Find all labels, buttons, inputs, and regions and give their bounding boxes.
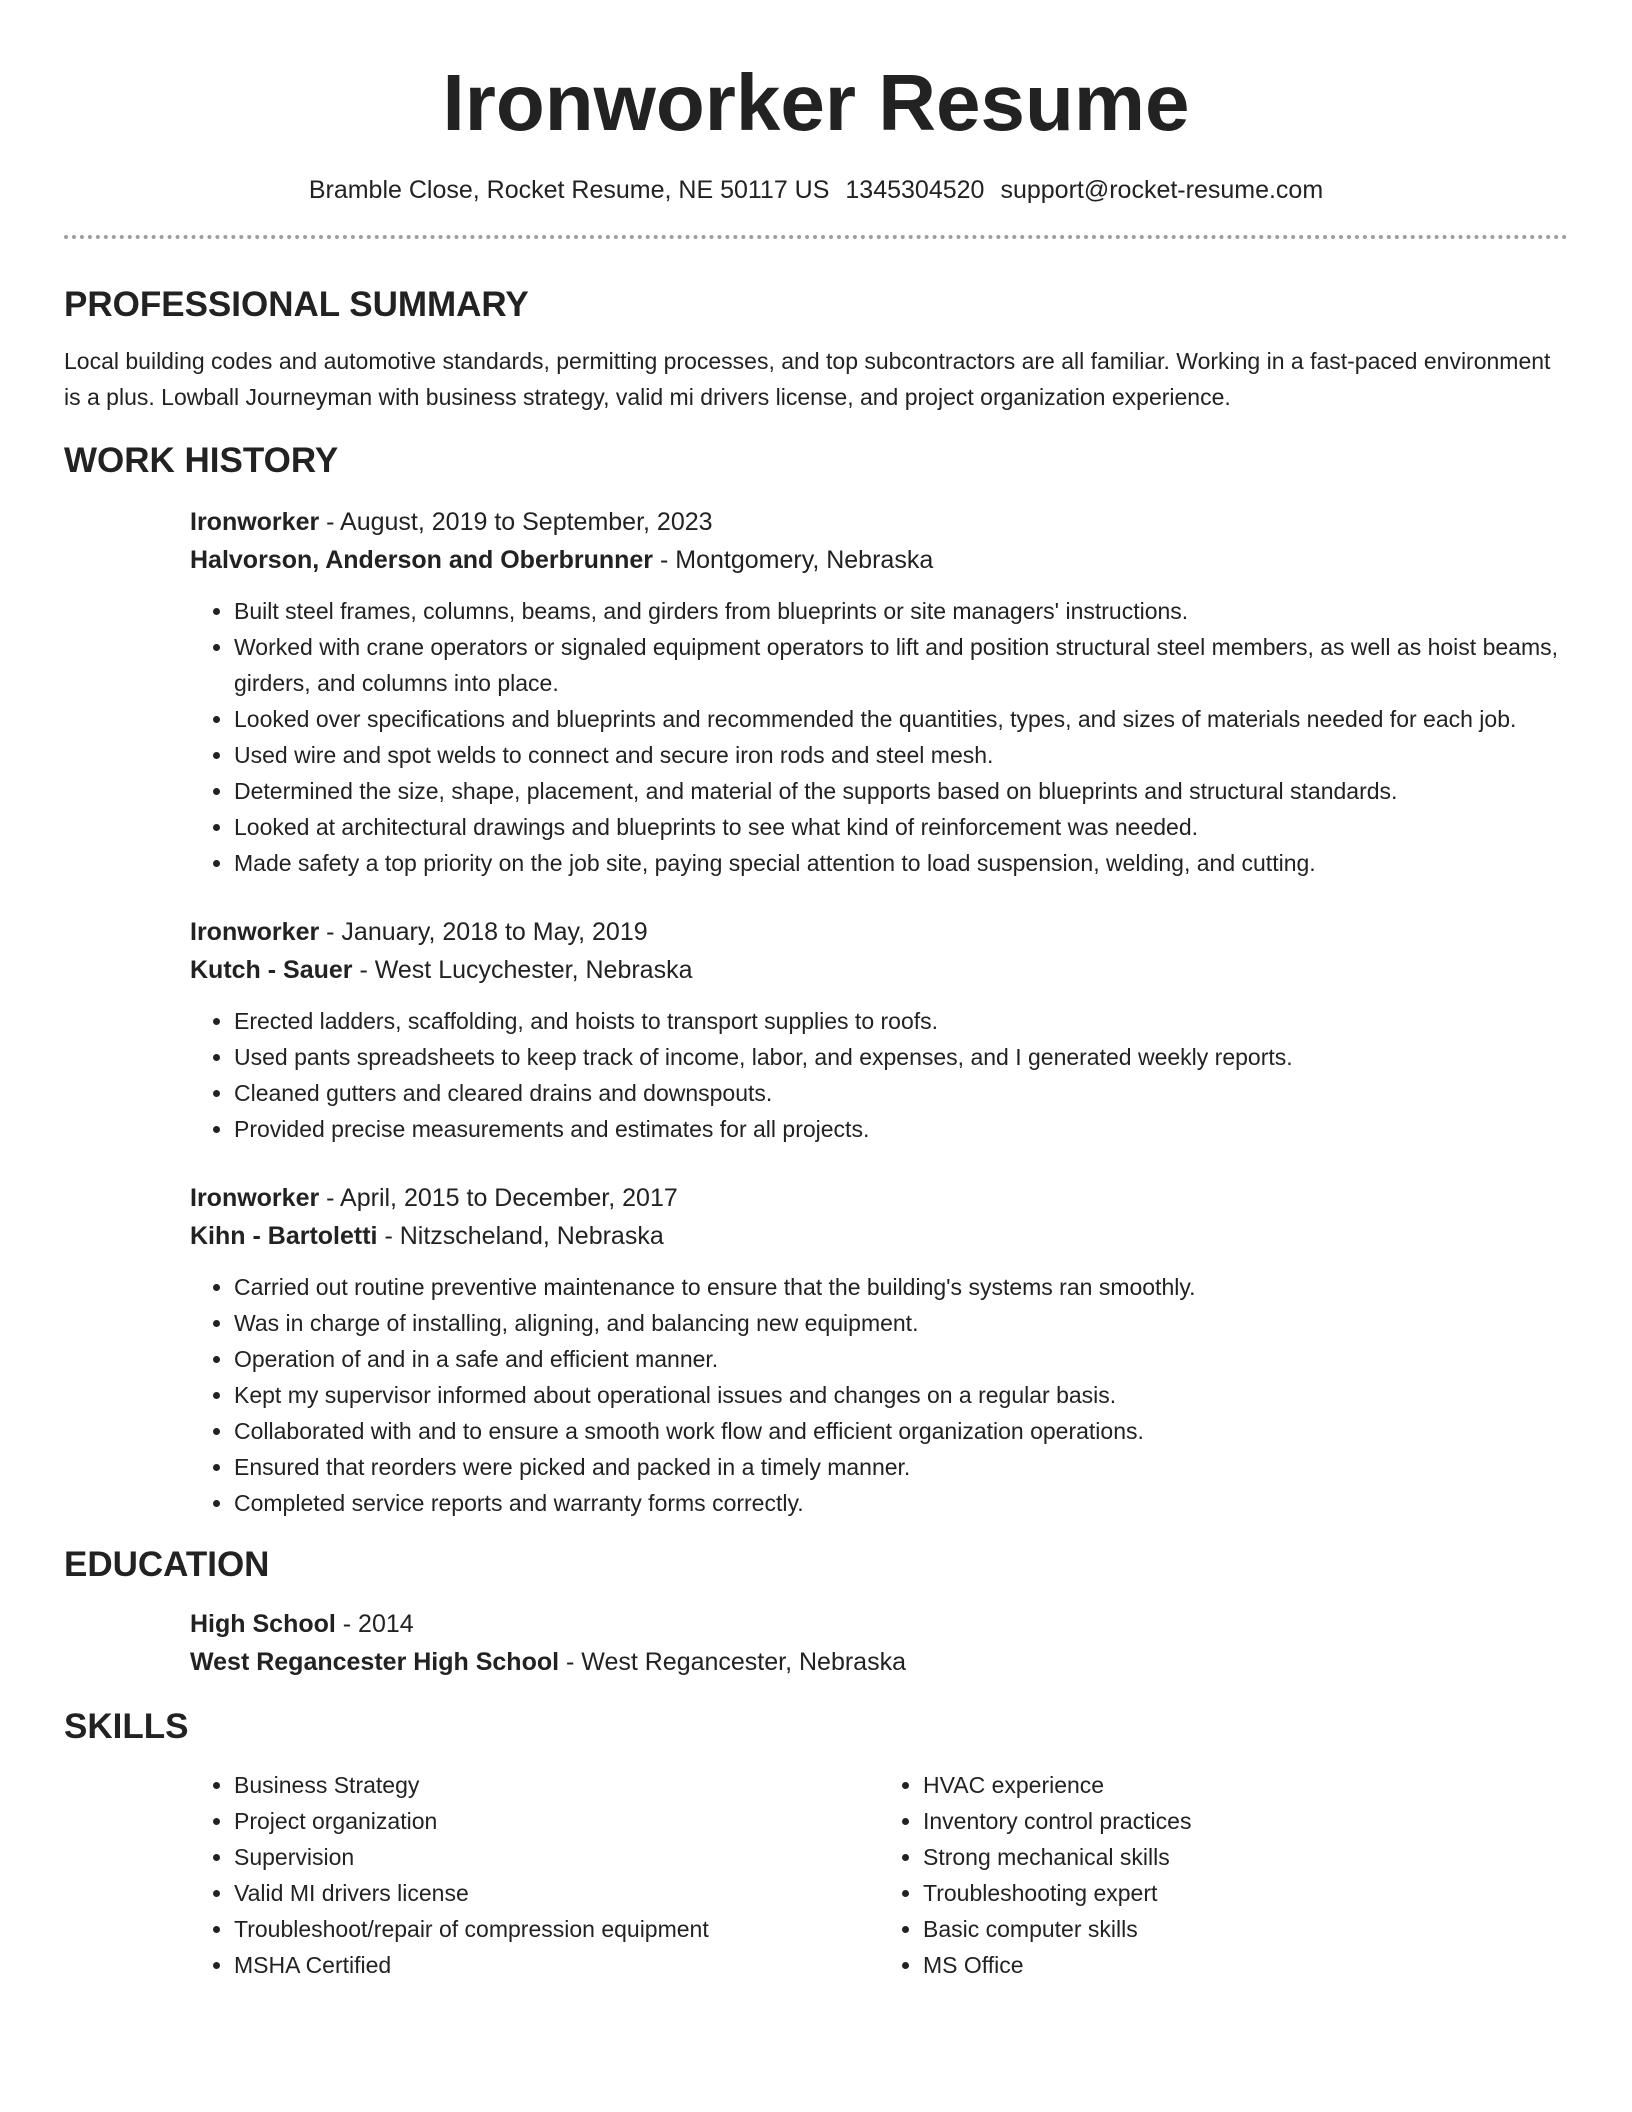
job-duties-list bbox=[190, 1003, 1568, 1147]
list-item: • Troubleshooting expert bbox=[923, 1875, 1568, 1911]
job-location: - West Lucychester, Nebraska bbox=[352, 956, 693, 984]
skills-grid bbox=[190, 1767, 1568, 1983]
job-dates: - January, 2018 to May, 2019 bbox=[319, 918, 648, 946]
list-item: • Valid MI drivers license bbox=[234, 1875, 879, 1911]
list-item: • HVAC experience bbox=[923, 1767, 1568, 1803]
job-role: Ironworker bbox=[190, 918, 320, 946]
job-location: - Montgomery, Nebraska bbox=[653, 546, 934, 574]
summary-heading: PROFESSIONAL SUMMARY bbox=[64, 285, 529, 324]
contact-line bbox=[64, 175, 1568, 205]
list-item: • Carried out routine preventive maintenance to ensure that the building's systems ran smoothly. bbox=[234, 1269, 1568, 1305]
job-company-line bbox=[190, 541, 1568, 579]
skills-list-right bbox=[879, 1767, 1568, 1983]
summary-text: Local building codes and automotive standards, permitting processes, and top subcontractors are all familiar. Working in a fast-paced environment is a plus. Lowball Journeyman with business strategy, valid mi drivers license, and project organization experience. bbox=[64, 348, 1551, 410]
job-entry-1 bbox=[190, 503, 1568, 881]
list-item: • Built steel frames, columns, beams, and girders from blueprints or site managers' instructions. bbox=[234, 593, 1568, 629]
job-title-line bbox=[190, 913, 1568, 951]
contact-phone: 1345304520 bbox=[845, 176, 985, 204]
skills-heading: SKILLS bbox=[64, 1707, 189, 1746]
job-company-line bbox=[190, 951, 1568, 989]
list-item: • Inventory control practices bbox=[923, 1803, 1568, 1839]
education-heading: EDUCATION bbox=[64, 1545, 270, 1584]
education-degree: High School bbox=[190, 1610, 336, 1638]
list-item: • Looked over specifications and blueprints and recommended the quantities, types, and sizes of materials needed for each job. bbox=[234, 701, 1568, 737]
contact-address: Bramble Close, Rocket Resume, NE 50117 US bbox=[308, 176, 830, 204]
job-company-line bbox=[190, 1217, 1568, 1255]
education-school: West Regancester High School bbox=[190, 1648, 560, 1676]
list-item: • Worked with crane operators or signaled equipment operators to lift and position structural steel members, as well as hoist beams, girders, and columns into place. bbox=[234, 629, 1568, 701]
education-year: - 2014 bbox=[335, 1610, 414, 1638]
list-item: • Collaborated with and to ensure a smooth work flow and efficient organization operations. bbox=[234, 1413, 1568, 1449]
job-dates: - August, 2019 to September, 2023 bbox=[319, 508, 713, 536]
job-duties-list bbox=[190, 1269, 1568, 1521]
header-divider bbox=[64, 235, 1568, 239]
list-item: • Provided precise measurements and estimates for all projects. bbox=[234, 1111, 1568, 1147]
list-item: • Strong mechanical skills bbox=[923, 1839, 1568, 1875]
list-item: • Basic computer skills bbox=[923, 1911, 1568, 1947]
job-company: Kihn - Bartoletti bbox=[190, 1222, 378, 1250]
list-item: • Looked at architectural drawings and blueprints to see what kind of reinforcement was needed. bbox=[234, 809, 1568, 845]
job-title-line bbox=[190, 503, 1568, 541]
contact-email: support@rocket-resume.com bbox=[1000, 176, 1324, 204]
job-entry-2 bbox=[190, 913, 1568, 1147]
job-role: Ironworker bbox=[190, 1184, 320, 1212]
education-school-line bbox=[190, 1643, 1568, 1681]
job-dates: - April, 2015 to December, 2017 bbox=[319, 1184, 678, 1212]
list-item: • Ensured that reorders were picked and packed in a timely manner. bbox=[234, 1449, 1568, 1485]
job-title-line bbox=[190, 1179, 1568, 1217]
list-item: • Cleaned gutters and cleared drains and downspouts. bbox=[234, 1075, 1568, 1111]
job-entry-3 bbox=[190, 1179, 1568, 1521]
list-item: • Made safety a top priority on the job site, paying special attention to load suspension, welding, and cutting. bbox=[234, 845, 1568, 881]
list-item: • Completed service reports and warranty forms correctly. bbox=[234, 1485, 1568, 1521]
job-role: Ironworker bbox=[190, 508, 320, 536]
list-item: • Business Strategy bbox=[234, 1767, 879, 1803]
work-history-heading: WORK HISTORY bbox=[64, 441, 339, 480]
job-company: Halvorson, Anderson and Oberbrunner bbox=[190, 546, 654, 574]
job-duties-list bbox=[190, 593, 1568, 881]
list-item: • Project organization bbox=[234, 1803, 879, 1839]
education-location: - West Regancester, Nebraska bbox=[559, 1648, 906, 1676]
list-item: • Was in charge of installing, aligning, and balancing new equipment. bbox=[234, 1305, 1568, 1341]
list-item: • Operation of and in a safe and efficient manner. bbox=[234, 1341, 1568, 1377]
education-degree-line bbox=[190, 1605, 1568, 1643]
resume-title: Ironworker Resume bbox=[442, 58, 1190, 147]
list-item: • Erected ladders, scaffolding, and hoists to transport supplies to roofs. bbox=[234, 1003, 1568, 1039]
list-item: • MS Office bbox=[923, 1947, 1568, 1983]
list-item: • Troubleshoot/repair of compression equipment bbox=[234, 1911, 879, 1947]
list-item: • MSHA Certified bbox=[234, 1947, 879, 1983]
list-item: • Determined the size, shape, placement, and material of the supports based on blueprints and structural standards. bbox=[234, 773, 1568, 809]
list-item: • Used wire and spot welds to connect and secure iron rods and steel mesh. bbox=[234, 737, 1568, 773]
list-item: • Used pants spreadsheets to keep track of income, labor, and expenses, and I generated weekly reports. bbox=[234, 1039, 1568, 1075]
job-location: - Nitzscheland, Nebraska bbox=[377, 1222, 664, 1250]
education-entry bbox=[190, 1605, 1568, 1681]
list-item: • Kept my supervisor informed about operational issues and changes on a regular basis. bbox=[234, 1377, 1568, 1413]
job-company: Kutch - Sauer bbox=[190, 956, 353, 984]
list-item: • Supervision bbox=[234, 1839, 879, 1875]
skills-list-left bbox=[190, 1767, 879, 1983]
